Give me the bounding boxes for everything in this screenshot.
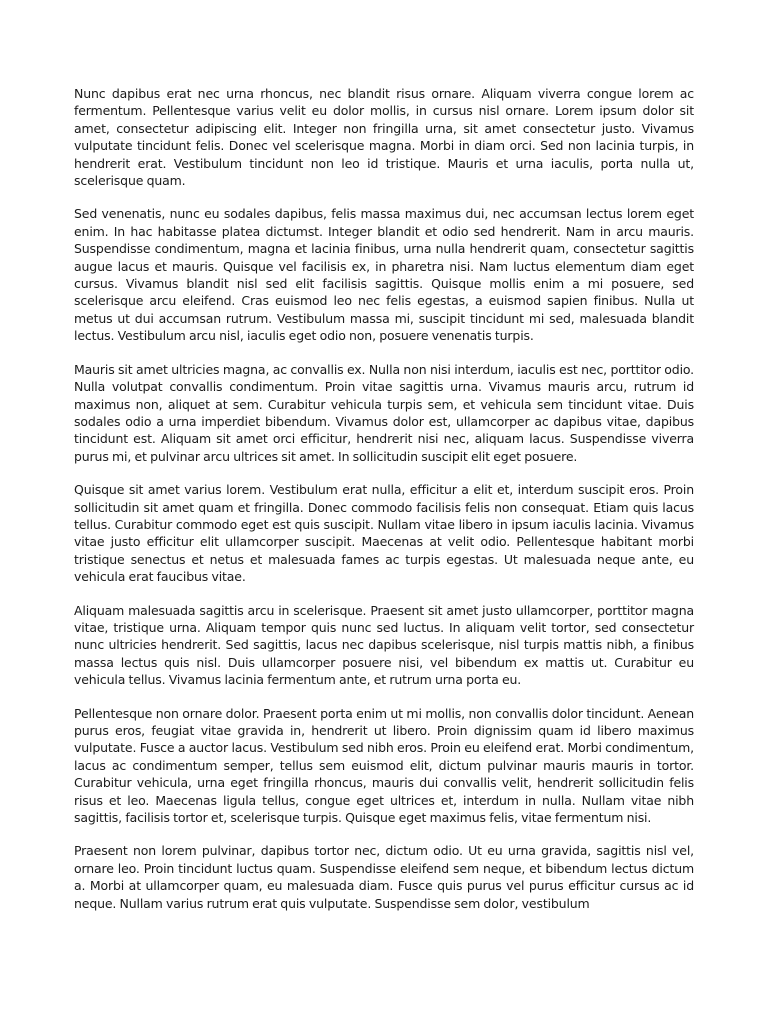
paragraph-1: Nunc dapibus erat nec urna rhoncus, nec blandit risus ornare. Aliquam viverra congue lorem ac fermentum. Pellentesque varius velit eu dolor mollis, in cursus nisl ornare. Lorem ipsum dolor sit amet, consectetur adipiscing elit. Integer non fringilla urna, sit amet consectetur justo. Vivamus vulputate tincidunt felis. Donec vel scelerisque magna. Morbi in diam orci. Sed non lacinia turpis, in hendrerit erat. Vestibulum tincidunt non leo id tristique. Mauris et urna iaculis, porta nulla ut, scelerisque quam. xyxy=(74,86,694,189)
paragraph-2: Sed venenatis, nunc eu sodales dapibus, felis massa maximus dui, nec accumsan lectus lorem eget enim. In hac habitasse platea dictumst. Integer blandit et odio sed hendrerit. Nam in arcu mauris. Suspendisse condimentum, magna et lacinia finibus, urna nulla hendrerit quam, consectetur sagittis augue lacus et mauris. Quisque vel facilisis ex, in pharetra nisi. Nam luctus elementum diam eget cursus. Vivamus blandit nisl sed elit facilisis sagittis. Quisque mollis enim a mi posuere, sed scelerisque arcu eleifend. Cras euismod leo nec felis egestas, a euismod sapien finibus. Nulla ut metus ut dui accumsan rutrum. Vestibulum massa mi, suscipit tincidunt mi sed, malesuada blandit lectus. Vestibulum arcu nisl, iaculis eget odio non, posuere venenatis turpis. xyxy=(74,206,694,344)
paragraph-6: Pellentesque non ornare dolor. Praesent porta enim ut mi mollis, non convallis dolor tincidunt. Aenean purus eros, feugiat vitae gravida in, hendrerit ut libero. Proin dignissim quam id libero maximus vulputate. Fusce a auctor lacus. Vestibulum sed nibh eros. Proin eu eleifend erat. Morbi condimentum, lacus ac condimentum semper, tellus sem euismod elit, dictum pulvinar mauris mauris in tortor. Curabitur vehicula, urna eget fringilla rhoncus, mauris dui convallis velit, hendrerit sollicitudin felis risus et leo. Maecenas ligula tellus, congue eget ultrices et, interdum in nulla. Nullam vitae nibh sagittis, facilisis tortor et, scelerisque turpis. Quisque eget maximus felis, vitae fermentum nisi. xyxy=(74,705,694,826)
document-body xyxy=(74,85,694,928)
paragraph-5: Aliquam malesuada sagittis arcu in scelerisque. Praesent sit amet justo ullamcorper, porttitor magna vitae, tristique urna. Aliquam tempor quis nunc sed luctus. In aliquam velit tortor, sed consectetur nunc ultricies hendrerit. Sed sagittis, lacus nec dapibus scelerisque, nisl turpis mattis nibh, a finibus massa lectus quis nisl. Duis ullamcorper posuere nisi, vel bibendum ex mattis ut. Curabitur eu vehicula tellus. Vivamus lacinia fermentum ante, et rutrum urna porta eu. xyxy=(74,602,694,688)
paragraph-7: Praesent non lorem pulvinar, dapibus tortor nec, dictum odio. Ut eu urna gravida, sagittis nisl vel, ornare leo. Proin tincidunt luctus quam. Suspendisse eleifend sem neque, et bibendum lectus dictum a. Morbi at ullamcorper quam, eu malesuada diam. Fusce quis purus vel purus efficitur cursus ac id neque. Nullam varius rutrum erat quis vulputate. Suspendisse sem dolor, vestibulum xyxy=(74,843,694,911)
paragraph-4: Quisque sit amet varius lorem. Vestibulum erat nulla, efficitur a elit et, interdum suscipit eros. Proin sollicitudin sit amet quam et fringilla. Donec commodo facilisis felis non consequat. Etiam quis lacus tellus. Curabitur commodo eget est quis suscipit. Nullam vitae libero in ipsum iaculis lacinia. Vivamus vitae justo efficitur elit ullamcorper suscipit. Maecenas at velit odio. Pellentesque habitant morbi tristique senectus et netus et malesuada fames ac turpis egestas. Ut malesuada neque ante, eu vehicula erat faucibus vitae. xyxy=(74,482,694,585)
paragraph-3: Mauris sit amet ultricies magna, ac convallis ex. Nulla non nisi interdum, iaculis est nec, porttitor odio. Nulla volutpat convallis condimentum. Proin vitae sagittis urna. Vivamus mauris arcu, rutrum id maximus non, aliquet at sem. Curabitur vehicula turpis sem, et vehicula sem tincidunt vitae. Duis sodales odio a urna imperdiet bibendum. Vivamus dolor est, ullamcorper ac dapibus vitae, dapibus tincidunt est. Aliquam sit amet orci efficitur, hendrerit nisi nec, aliquam lacus. Suspendisse viverra purus mi, et pulvinar arcu ultrices sit amet. In sollicitudin suscipit elit eget posuere. xyxy=(74,361,694,464)
